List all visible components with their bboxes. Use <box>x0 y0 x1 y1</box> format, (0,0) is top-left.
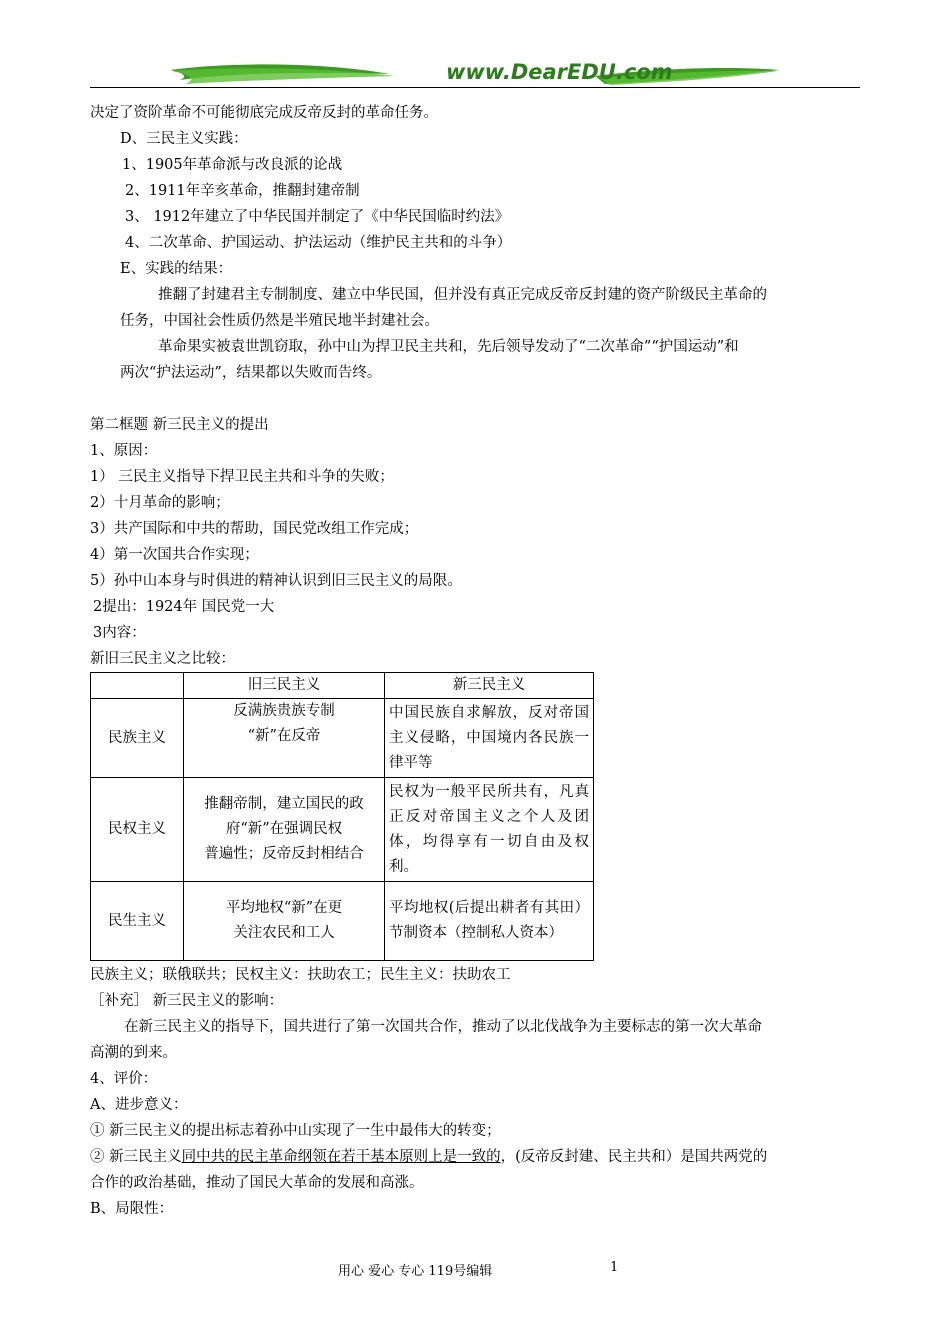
old-principle-cell <box>184 882 385 961</box>
text-line: 合作的政治基础，推动了国民大革命的发展和高涨。 <box>90 1175 424 1191</box>
text-line: 2）十月革命的影响； <box>90 495 230 511</box>
comparison-table <box>90 672 594 961</box>
text-line: 两次“护法运动”，结果都以失败而告终。 <box>120 365 382 381</box>
text-line: A、进步意义： <box>90 1097 188 1113</box>
old-principle-cell <box>184 699 385 778</box>
header-rule <box>90 87 860 88</box>
text-line: 新旧三民主义之比较： <box>90 651 235 667</box>
text-span: ② 新三民主义 <box>90 1149 182 1165</box>
text-line: 决定了资阶革命不可能彻底完成反帝反封的革命任务。 <box>90 105 438 121</box>
text-line: 任务，中国社会性质仍然是半殖民地半封建社会。 <box>120 313 439 329</box>
table-row <box>91 699 594 778</box>
text-line: 3内容： <box>93 625 146 641</box>
cell-line: “新”在反帝 <box>247 728 321 744</box>
row-label: 民族主义 <box>91 699 184 778</box>
table-header-cell: 旧三民主义 <box>184 673 385 699</box>
cell-line: 反满族贵族专制 <box>233 703 335 719</box>
row-label: 民权主义 <box>91 778 184 882</box>
text-line: B、局限性： <box>90 1201 174 1217</box>
text-line: 3）共产国际和中共的帮助，国民党改组工作完成； <box>90 521 419 537</box>
table-header-cell <box>91 673 184 699</box>
text-line: D、三民主义实践： <box>120 131 248 147</box>
table-header-row <box>91 673 594 699</box>
text-line: 在新三民主义的指导下，国共进行了第一次国共合作，推动了以北伐战争为主要标志的第一次大革命 <box>124 1019 762 1035</box>
text-line: ［补充］ 新三民主义的影响： <box>90 993 284 1009</box>
old-principle-cell <box>184 778 385 882</box>
text-line <box>90 1148 767 1166</box>
text-line: 4）第一次国共合作实现； <box>90 547 259 563</box>
text-line: 2、1911年辛亥革命，推翻封建帝制 <box>125 183 360 199</box>
text-span: ，(反帝反封建、民主共和）是国共两党的 <box>500 1149 768 1165</box>
page-number: 1 <box>610 1260 619 1275</box>
section-title: 第二框题 新三民主义的提出 <box>90 417 269 433</box>
text-line: 1） 三民主义指导下捍卫民主共和斗争的失败； <box>90 469 394 485</box>
new-principle-cell: 中国民族自求解放，反对帝国主义侵略，中国境内各民族一律平等 <box>385 699 594 778</box>
cell-line: 推翻帝制，建立国民的政 <box>204 796 364 812</box>
text-line: 1、1905年革命派与改良派的论战 <box>122 157 343 173</box>
text-line: 高潮的到来。 <box>90 1045 177 1061</box>
cell-line: 平均地权“新”在更 <box>225 900 343 916</box>
text-line: 4、二次革命、护国运动、护法运动（维护民主共和的斗争） <box>125 235 512 251</box>
cell-line: 普遍性；反帝反封相结合 <box>204 846 364 862</box>
text-line: 3、 1912年建立了中华民国并制定了《中华民国临时约法》 <box>125 209 510 225</box>
text-line: 4、评价： <box>90 1071 158 1087</box>
cell-line: 府“新”在强调民权 <box>225 821 343 837</box>
footer-text: 用心 爱心 专心 119号编辑 <box>338 1264 493 1279</box>
underlined-text: 同中共的民主革命纲领在若干基本原则上是一致的 <box>181 1149 501 1165</box>
new-principle-cell: 平均地权(后提出耕者有其田）节制资本（控制私人资本） <box>385 882 594 961</box>
cell-line: 关注农民和工人 <box>233 925 335 941</box>
table-header-cell: 新三民主义 <box>385 673 594 699</box>
text-line: 1、原因： <box>90 443 158 459</box>
table-row <box>91 778 594 882</box>
new-principle-cell: 民权为一般平民所共有，凡真正反对帝国主义之个人及团体，均得享有一切自由及权利。 <box>385 778 594 882</box>
table-row <box>91 882 594 961</box>
row-label: 民生主义 <box>91 882 184 961</box>
text-line: 5）孙中山本身与时俱进的精神认识到旧三民主义的局限。 <box>90 573 462 589</box>
text-line: 民族主义；联俄联共；民权主义：扶助农工；民生主义：扶助农工 <box>90 967 511 983</box>
text-line: 革命果实被袁世凯窃取，孙中山为捍卫民主共和，先后领导发动了“二次革命”“护国运动”和 <box>158 339 739 355</box>
header-banner <box>90 58 860 90</box>
text-line: E、实践的结果： <box>120 261 233 277</box>
site-logo-text: www.DearEDU.com <box>446 60 673 84</box>
text-line: 2提出：1924年 国民党一大 <box>93 599 275 615</box>
text-line: 推翻了封建君主专制制度、建立中华民国，但并没有真正完成反帝反封建的资产阶级民主革命的 <box>158 287 767 303</box>
text-line: ① 新三民主义的提出标志着孙中山实现了一生中最伟大的转变； <box>90 1123 501 1139</box>
